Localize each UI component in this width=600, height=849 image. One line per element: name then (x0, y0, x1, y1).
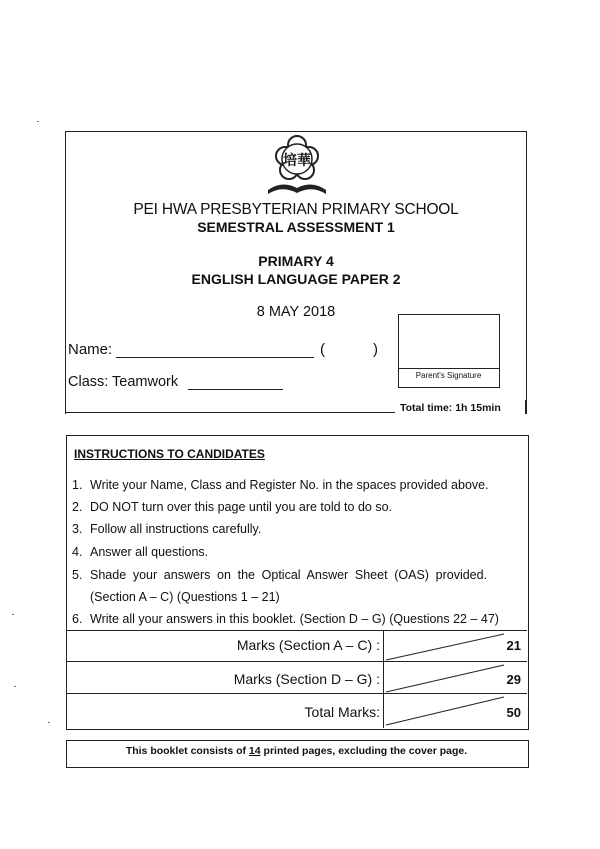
instruction-item (72, 500, 522, 514)
instruction-text: Write your Name, Class and Register No. in the spaces provided above. (90, 478, 489, 492)
instruction-number: 4. (72, 545, 83, 559)
register-no-open-paren: ( (320, 341, 325, 358)
marks-row (66, 661, 527, 694)
total-time: Total time: 1h 15min (400, 402, 501, 414)
instruction-item (72, 478, 522, 492)
name-field[interactable] (116, 357, 314, 358)
marks-value: 29 (506, 672, 521, 687)
instruction-number: 3. (72, 522, 83, 536)
page-count-post: printed pages, excluding the cover page. (260, 745, 468, 757)
name-label: Name: (68, 341, 113, 358)
page-count-pre: This booklet consists of (125, 745, 249, 757)
marks-row (66, 693, 527, 728)
instruction-item (72, 568, 522, 582)
school-name: PEI HWA PRESBYTERIAN PRIMARY SCHOOL (133, 201, 459, 218)
instructions-heading: INSTRUCTIONS TO CANDIDATES (74, 447, 265, 461)
instruction-text: Shade your answers on the Optical Answer Sheet (OAS) provided. (90, 568, 488, 582)
scan-speck (14, 686, 16, 687)
marks-value: 50 (506, 705, 521, 720)
marks-label: Total Marks: (304, 704, 380, 720)
instruction-text: Write all your answers in this booklet. (Section D – G) (Questions 22 – 47) (90, 612, 499, 626)
instruction-text: Answer all questions. (90, 545, 209, 559)
marks-value: 21 (506, 638, 521, 653)
instruction-number: 1. (72, 478, 83, 492)
page-count-note (66, 745, 527, 757)
instruction-item (72, 612, 522, 626)
cover-box-right-tail (525, 400, 526, 414)
paper-title: ENGLISH LANGUAGE PAPER 2 (191, 271, 401, 287)
marks-cell (383, 694, 526, 728)
page-count-number: 14 (248, 745, 261, 757)
logo-emblem-text: 培華 (283, 153, 311, 169)
marks-label: Marks (Section A – C) : (236, 637, 380, 653)
instruction-item (72, 522, 522, 536)
class-label: Class: Teamwork (68, 374, 179, 390)
instruction-number: 2. (72, 500, 83, 514)
instruction-item (72, 590, 522, 604)
level-title: PRIMARY 4 (258, 253, 334, 269)
instruction-number: 6. (72, 612, 83, 626)
register-no-close-paren: ) (373, 341, 378, 358)
instruction-number: 5. (72, 568, 83, 582)
class-field[interactable] (188, 389, 283, 390)
instruction-text: (Section A – C) (Questions 1 – 21) (90, 590, 280, 604)
signature-divider (398, 368, 499, 369)
exam-date: 8 MAY 2018 (256, 304, 336, 320)
marks-cell (383, 631, 526, 662)
school-logo (262, 134, 332, 198)
assessment-title: SEMESTRAL ASSESSMENT 1 (197, 219, 395, 235)
instruction-text: Follow all instructions carefully. (90, 522, 262, 536)
cover-box-bottom-border (65, 412, 395, 413)
instruction-item (72, 545, 522, 559)
marks-row (66, 630, 527, 662)
scan-speck (48, 722, 50, 723)
marks-label: Marks (Section D – G) : (233, 671, 380, 687)
scan-speck (37, 121, 39, 122)
scan-speck (12, 614, 14, 615)
parent-signature-label: Parent's Signature (415, 371, 482, 380)
marks-cell (383, 662, 526, 694)
instruction-text: DO NOT turn over this page until you are told to do so. (90, 500, 393, 514)
